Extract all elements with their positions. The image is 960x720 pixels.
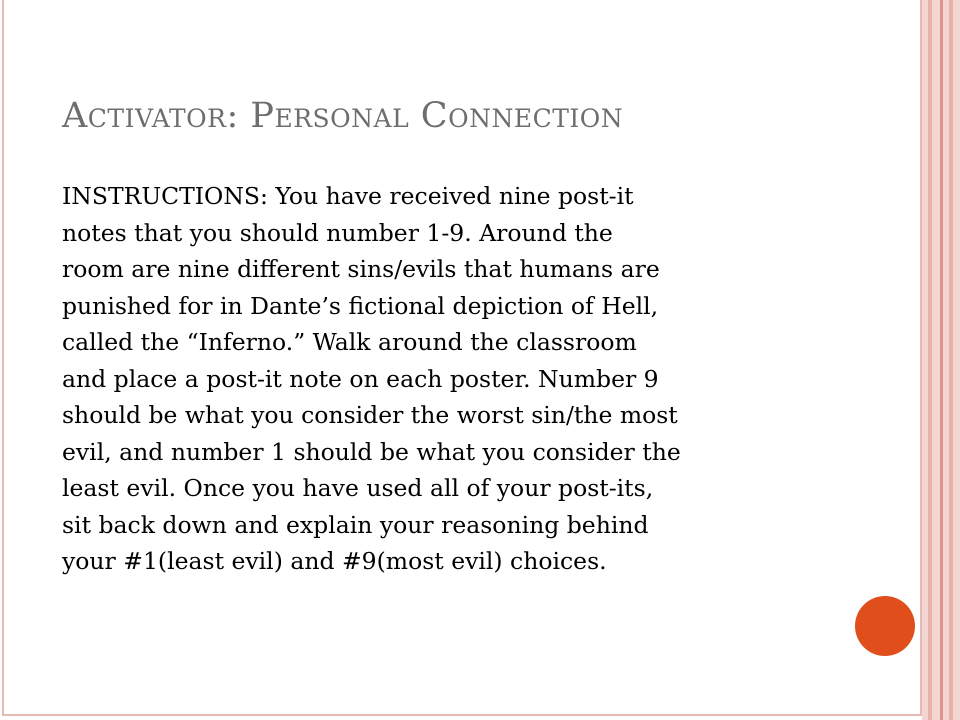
slide-title: Activator: Personal Connection [62,96,624,136]
instructions-line: punished for in Dante’s fictional depiction of Hell, [62,291,659,320]
instructions-line: notes that you should number 1-9. Around the [62,218,613,247]
instructions-text [62,178,842,580]
decorative-stripes [922,0,960,720]
accent-circle [855,596,915,656]
instructions-line: your #1(least evil) and #9(most evil) choices. [62,547,607,575]
instructions-line: should be what you consider the worst sin/the most [62,401,678,429]
instructions-line: called the “Inferno.” Walk around the classroom [62,328,637,356]
instructions-line: sit back down and explain your reasoning behind [62,510,649,539]
instructions-line: evil, and number 1 should be what you consider the [62,437,681,466]
instructions-line: room are nine different sins/evils that humans are [62,255,660,283]
instructions-line: least evil. Once you have used all of your post-its, [62,474,654,502]
instructions-line: and place a post-it note on each poster. Number 9 [62,364,659,393]
stripe-3 [932,0,940,720]
stripe-7 [953,0,960,720]
instructions-line: INSTRUCTIONS: You have received nine post-it [62,182,634,210]
